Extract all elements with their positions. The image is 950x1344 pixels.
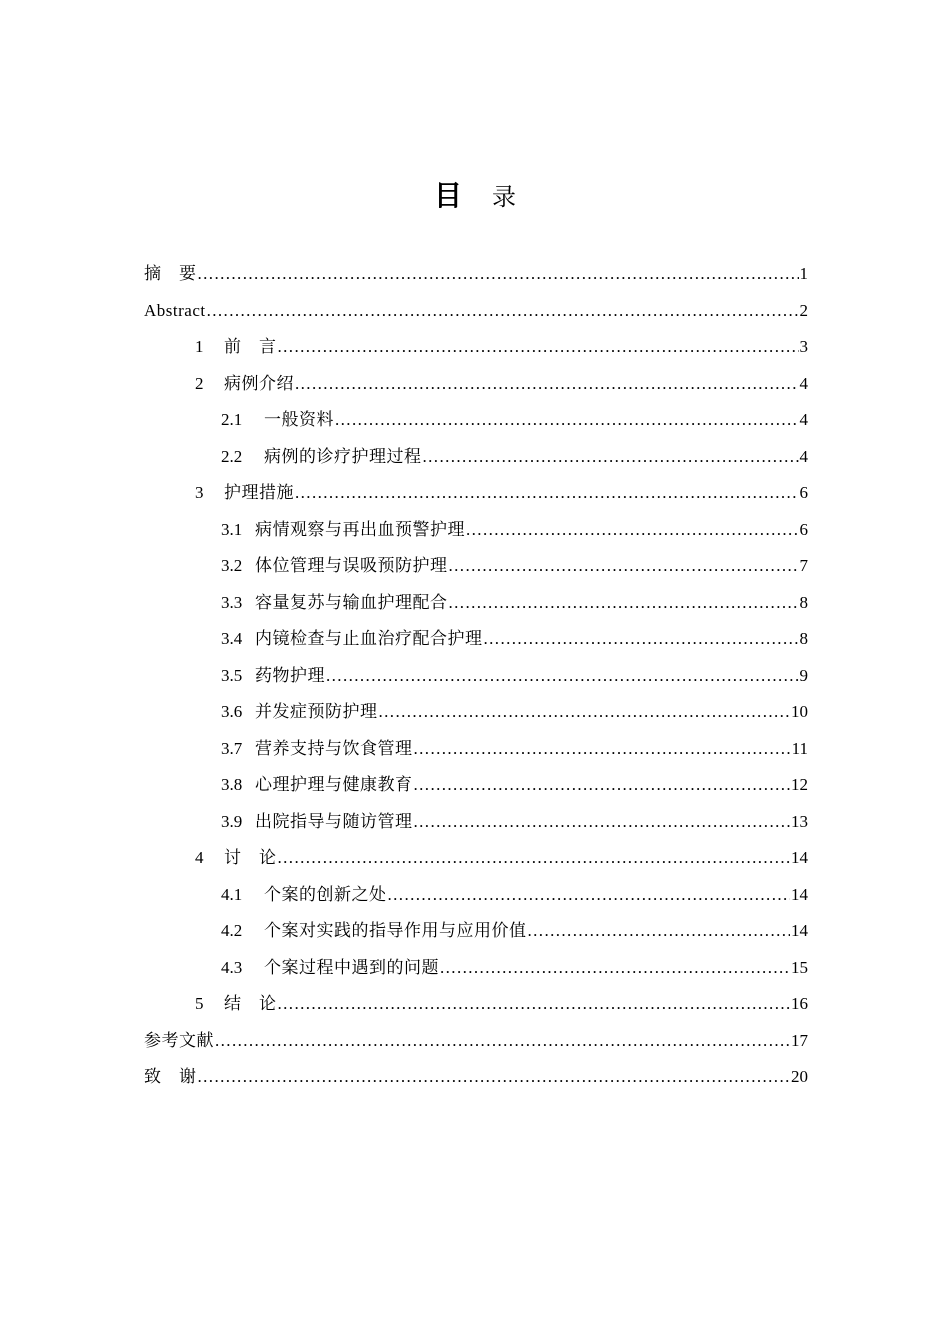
toc-dot-leader	[326, 658, 799, 695]
toc-entry-number: 3.7	[221, 738, 243, 758]
toc-entry[interactable]	[144, 548, 808, 585]
toc-entry-number: 3.5	[221, 665, 243, 685]
toc-entry[interactable]	[144, 986, 808, 1023]
toc-dot-leader	[207, 293, 799, 330]
toc-dot-leader	[278, 840, 791, 877]
toc-entry-page-number: 4	[799, 446, 808, 466]
toc-entry[interactable]	[144, 877, 808, 914]
toc-dot-leader	[379, 694, 791, 731]
page-title-part1: 目	[433, 179, 462, 212]
toc-entry-number: 3.4	[221, 629, 243, 648]
toc-dot-leader	[414, 767, 791, 804]
toc-entry[interactable]	[144, 1023, 808, 1060]
toc-entry-label: 前 言	[224, 337, 277, 356]
toc-dot-leader	[466, 512, 799, 549]
page-title-part2: 录	[492, 183, 516, 211]
toc-entry[interactable]	[144, 1059, 808, 1096]
toc-dot-leader	[215, 1023, 790, 1060]
toc-entry[interactable]	[144, 475, 808, 512]
toc-entry-label: 个案的创新之处	[264, 884, 387, 904]
toc-entry-number: 3.8	[221, 775, 243, 794]
toc-entry-label: 个案对实践的指导作用与应用价值	[264, 921, 527, 940]
toc-entry-label: 参考文献	[144, 1030, 214, 1050]
toc-entry-label: 药物护理	[255, 665, 325, 685]
toc-entry[interactable]	[144, 329, 808, 366]
toc-entry-label: 营养支持与饮食管理	[255, 738, 413, 758]
toc-entry[interactable]	[144, 256, 808, 293]
toc-entry-label: 护理措施	[224, 483, 294, 502]
toc-entry-label: 一般资料	[264, 410, 334, 429]
toc-dot-leader	[295, 366, 799, 403]
toc-entry-number: 3	[195, 483, 204, 502]
toc-entry-page-number: 14	[791, 921, 808, 940]
toc-entry-page-number: 4	[799, 410, 808, 429]
toc-entry-page-number: 16	[791, 994, 808, 1013]
toc-entry-label: 体位管理与误吸预防护理	[255, 556, 448, 575]
toc-entry-label: 心理护理与健康教育	[255, 775, 413, 794]
toc-dot-leader	[423, 439, 799, 476]
toc-entry-page-number: 3	[799, 337, 808, 356]
toc-entry-label: Abstract	[144, 300, 206, 320]
toc-entry-label: 病例介绍	[224, 373, 294, 393]
toc-entry-page-number: 8	[799, 592, 808, 612]
toc-entry-label: 出院指导与随访管理	[255, 811, 413, 831]
toc-entry-number: 4.1	[221, 884, 243, 904]
toc-dot-leader	[198, 1059, 791, 1096]
toc-entry[interactable]	[144, 621, 808, 658]
toc-entry-number: 3.9	[221, 811, 243, 831]
page-title	[0, 176, 950, 217]
toc-entry-page-number: 7	[799, 556, 808, 575]
toc-entry[interactable]	[144, 512, 808, 549]
toc-entry-number: 3.2	[221, 556, 243, 575]
toc-entry[interactable]	[144, 366, 808, 403]
toc-dot-leader	[449, 548, 799, 585]
toc-entry-number: 4.2	[221, 921, 243, 940]
toc-dot-leader	[278, 329, 799, 366]
toc-entry[interactable]	[144, 694, 808, 731]
toc-dot-leader	[335, 402, 799, 439]
toc-dot-leader	[414, 804, 791, 841]
toc-entry-page-number: 11	[791, 738, 808, 758]
toc-entry-number: 1	[195, 337, 204, 356]
toc-entry[interactable]	[144, 293, 808, 330]
toc-entry[interactable]	[144, 731, 808, 768]
toc-entry-page-number: 9	[799, 665, 808, 685]
toc-entry-label: 个案过程中遇到的问题	[264, 957, 439, 977]
toc-dot-leader	[295, 475, 799, 512]
toc-entry-page-number: 10	[791, 702, 808, 721]
toc-entry-page-number: 2	[799, 300, 808, 320]
toc-entry-label: 并发症预防护理	[255, 702, 378, 721]
toc-entry-label: 摘 要	[144, 264, 197, 283]
toc-entry-page-number: 15	[791, 957, 808, 977]
toc-entry-number: 2	[195, 373, 204, 393]
toc-entry[interactable]	[144, 767, 808, 804]
toc-entry-number: 4	[195, 848, 204, 867]
table-of-contents	[144, 256, 808, 1096]
toc-entry-number: 4.3	[221, 957, 243, 977]
toc-entry-page-number: 14	[791, 884, 808, 904]
toc-entry-page-number: 1	[799, 264, 808, 283]
toc-entry-page-number: 4	[799, 373, 808, 393]
toc-entry-page-number: 12	[791, 775, 808, 794]
toc-entry-label: 结 论	[224, 994, 277, 1013]
toc-entry-page-number: 6	[799, 519, 808, 539]
toc-dot-leader	[414, 731, 791, 768]
toc-entry-label: 内镜检查与止血治疗配合护理	[255, 629, 483, 648]
toc-entry-number: 3.1	[221, 519, 243, 539]
toc-entry[interactable]	[144, 439, 808, 476]
toc-entry[interactable]	[144, 585, 808, 622]
toc-entry-page-number: 14	[791, 848, 808, 867]
toc-entry[interactable]	[144, 950, 808, 987]
toc-entry-page-number: 6	[799, 483, 808, 502]
toc-entry-label: 容量复苏与输血护理配合	[255, 592, 448, 612]
toc-dot-leader	[484, 621, 799, 658]
toc-entry-label: 病情观察与再出血预警护理	[255, 519, 465, 539]
toc-entry-number: 5	[195, 994, 204, 1013]
toc-entry-page-number: 17	[791, 1030, 808, 1050]
toc-entry-number: 3.6	[221, 702, 243, 721]
toc-dot-leader	[528, 913, 791, 950]
toc-entry[interactable]	[144, 913, 808, 950]
toc-entry[interactable]	[144, 804, 808, 841]
toc-dot-leader	[278, 986, 791, 1023]
toc-dot-leader	[198, 256, 799, 293]
toc-entry[interactable]	[144, 840, 808, 877]
toc-entry-page-number: 8	[799, 629, 808, 648]
toc-entry-number: 3.3	[221, 592, 243, 612]
toc-entry[interactable]	[144, 658, 808, 695]
toc-dot-leader	[388, 877, 791, 914]
toc-entry-number: 2.2	[221, 446, 243, 466]
toc-entry[interactable]	[144, 402, 808, 439]
toc-dot-leader	[449, 585, 799, 622]
toc-entry-number: 2.1	[221, 410, 243, 429]
toc-entry-label: 讨 论	[224, 848, 277, 867]
toc-entry-label: 致 谢	[144, 1067, 197, 1086]
toc-entry-page-number: 13	[791, 811, 808, 831]
toc-entry-page-number: 20	[791, 1067, 808, 1086]
toc-entry-label: 病例的诊疗护理过程	[264, 446, 422, 466]
toc-dot-leader	[440, 950, 790, 987]
